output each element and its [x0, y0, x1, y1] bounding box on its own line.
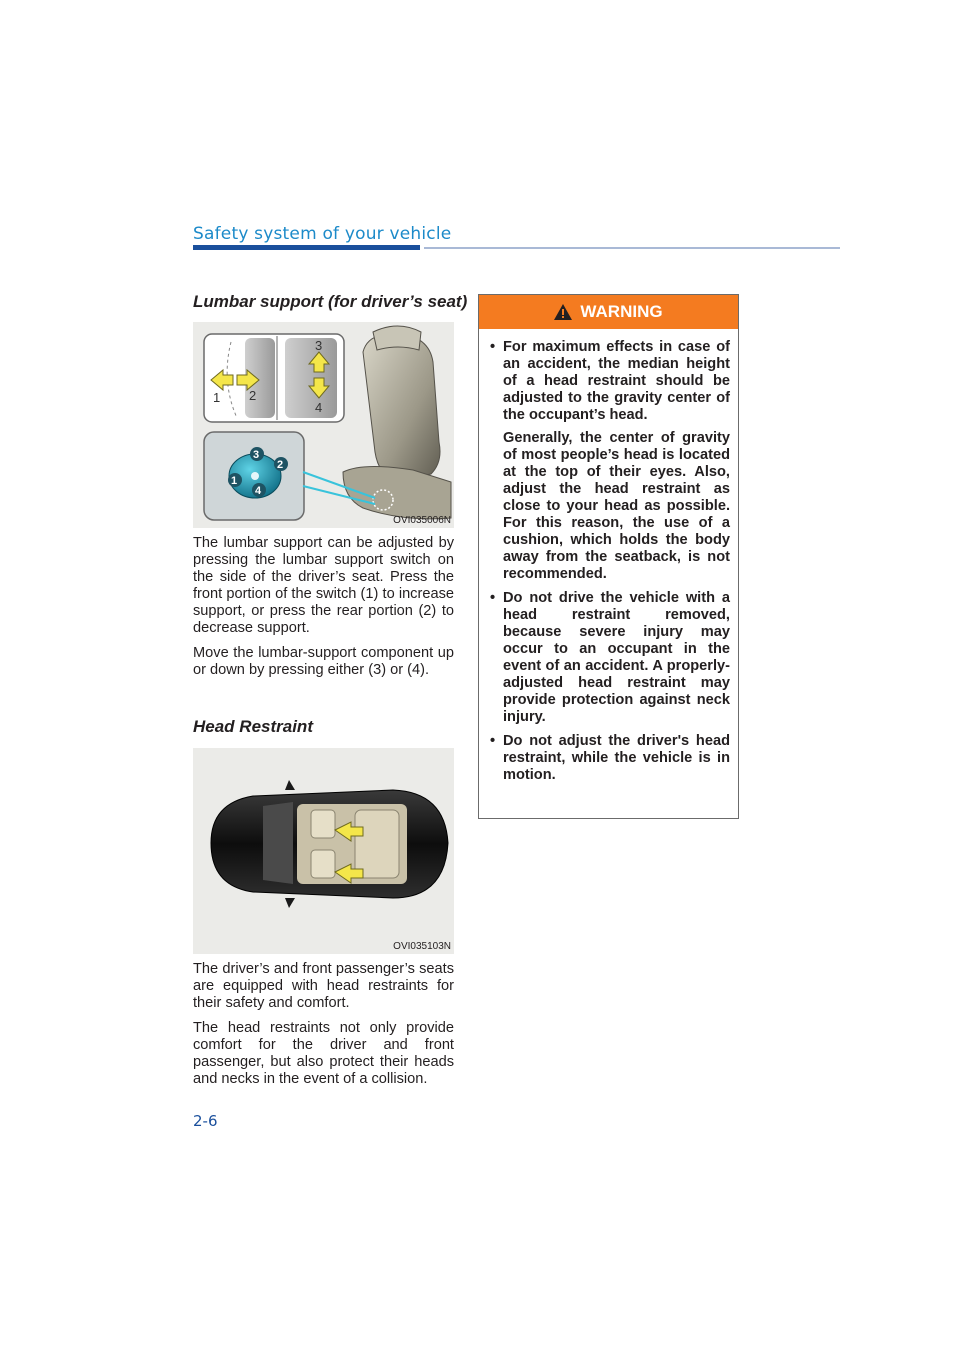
header-rule: [424, 247, 840, 249]
seat-headrest: [373, 326, 421, 350]
warning-item-3-paragraph-1: Do not adjust the driver's head restraint, while the vehicle is in motion.: [503, 733, 730, 783]
page-number: 2-6: [193, 1112, 218, 1130]
bullet: •: [490, 590, 496, 606]
front-seat-passenger: [311, 810, 335, 838]
lumbar-paragraph-1: The lumbar support can be adjusted by pressing the lumbar support switch on the side of the driver’s seat. Press the front portion of the switch (1) to increase support, or press the rear portion (2) to decrease support.: [193, 535, 454, 636]
warning-item: [487, 733, 730, 784]
bullet: •: [490, 339, 496, 355]
rear-seat: [355, 810, 399, 878]
seat-back: [363, 334, 440, 482]
callout-1: 1: [213, 390, 221, 405]
mirror-left: [285, 780, 295, 790]
knob-callout-3: 3: [253, 449, 260, 461]
warning-item: [487, 339, 730, 583]
warning-header: [479, 295, 738, 329]
head-restraint-paragraph-1: The driver’s and front passenger’s seats are equipped with head restraints for their safety and comfort.: [193, 961, 454, 1011]
warning-item-2-paragraph-1: Do not drive the vehicle with a head restraint removed, because severe injury may occur to an occupant in the event of an accident. A properly-adjusted head restraint may provide protection against neck injury.: [503, 590, 730, 725]
section-title: Safety system of your vehicle: [193, 224, 452, 244]
warning-box: [478, 294, 739, 819]
lumbar-support-figure: [193, 322, 454, 528]
callout-4: 4: [315, 400, 323, 415]
head-restraint-figure: [193, 748, 454, 954]
knob-callout-4: 4: [255, 485, 262, 497]
lumbar-switch-back: [285, 338, 337, 418]
knob-callout-1: 1: [231, 475, 238, 487]
head-restraint-paragraph-2: The head restraints not only provide comfort for the driver and front passenger, but also protect their heads and necks in the event of a collision.: [193, 1020, 454, 1087]
callout-2: 2: [249, 388, 257, 403]
warning-item-1-paragraph-2: Generally, the center of gravity of most people’s head is located at the top of their eyes. Also, adjust the head restraint as close to your head as possible. For this reason, the use of a cushion, which holds the body away from the seatback, is not recommended.: [503, 430, 730, 582]
warning-list: [479, 339, 738, 784]
lumbar-support-illustration: [193, 322, 454, 528]
mirror-right: [285, 898, 295, 908]
car-top-view-illustration: [193, 748, 454, 954]
figure-code: OVI035006N: [393, 515, 451, 526]
head-restraint-heading: Head Restraint: [193, 717, 313, 736]
bullet: •: [490, 733, 496, 749]
callout-3: 3: [315, 338, 323, 353]
lumbar-support-heading: Lumbar support (for driver’s seat): [193, 292, 468, 311]
warning-item-1-paragraph-1: For maximum effects in case of an accident, the median height of a head restraint should be adjusted to the gravity center of the occupant’s head.: [503, 339, 730, 423]
front-seat-driver: [311, 850, 335, 878]
lumbar-paragraph-2: Move the lumbar-support component up or down by pressing either (3) or (4).: [193, 645, 454, 678]
lumbar-body: [193, 535, 454, 687]
windshield: [263, 802, 293, 884]
head-restraint-body: [193, 961, 454, 1096]
figure-code: OVI035103N: [393, 941, 451, 952]
warning-triangle-icon: [554, 304, 572, 320]
warning-title: WARNING: [580, 302, 663, 321]
header-rule-accent: [193, 245, 420, 250]
knob-callout-2: 2: [277, 459, 284, 471]
warning-item: [487, 590, 730, 726]
